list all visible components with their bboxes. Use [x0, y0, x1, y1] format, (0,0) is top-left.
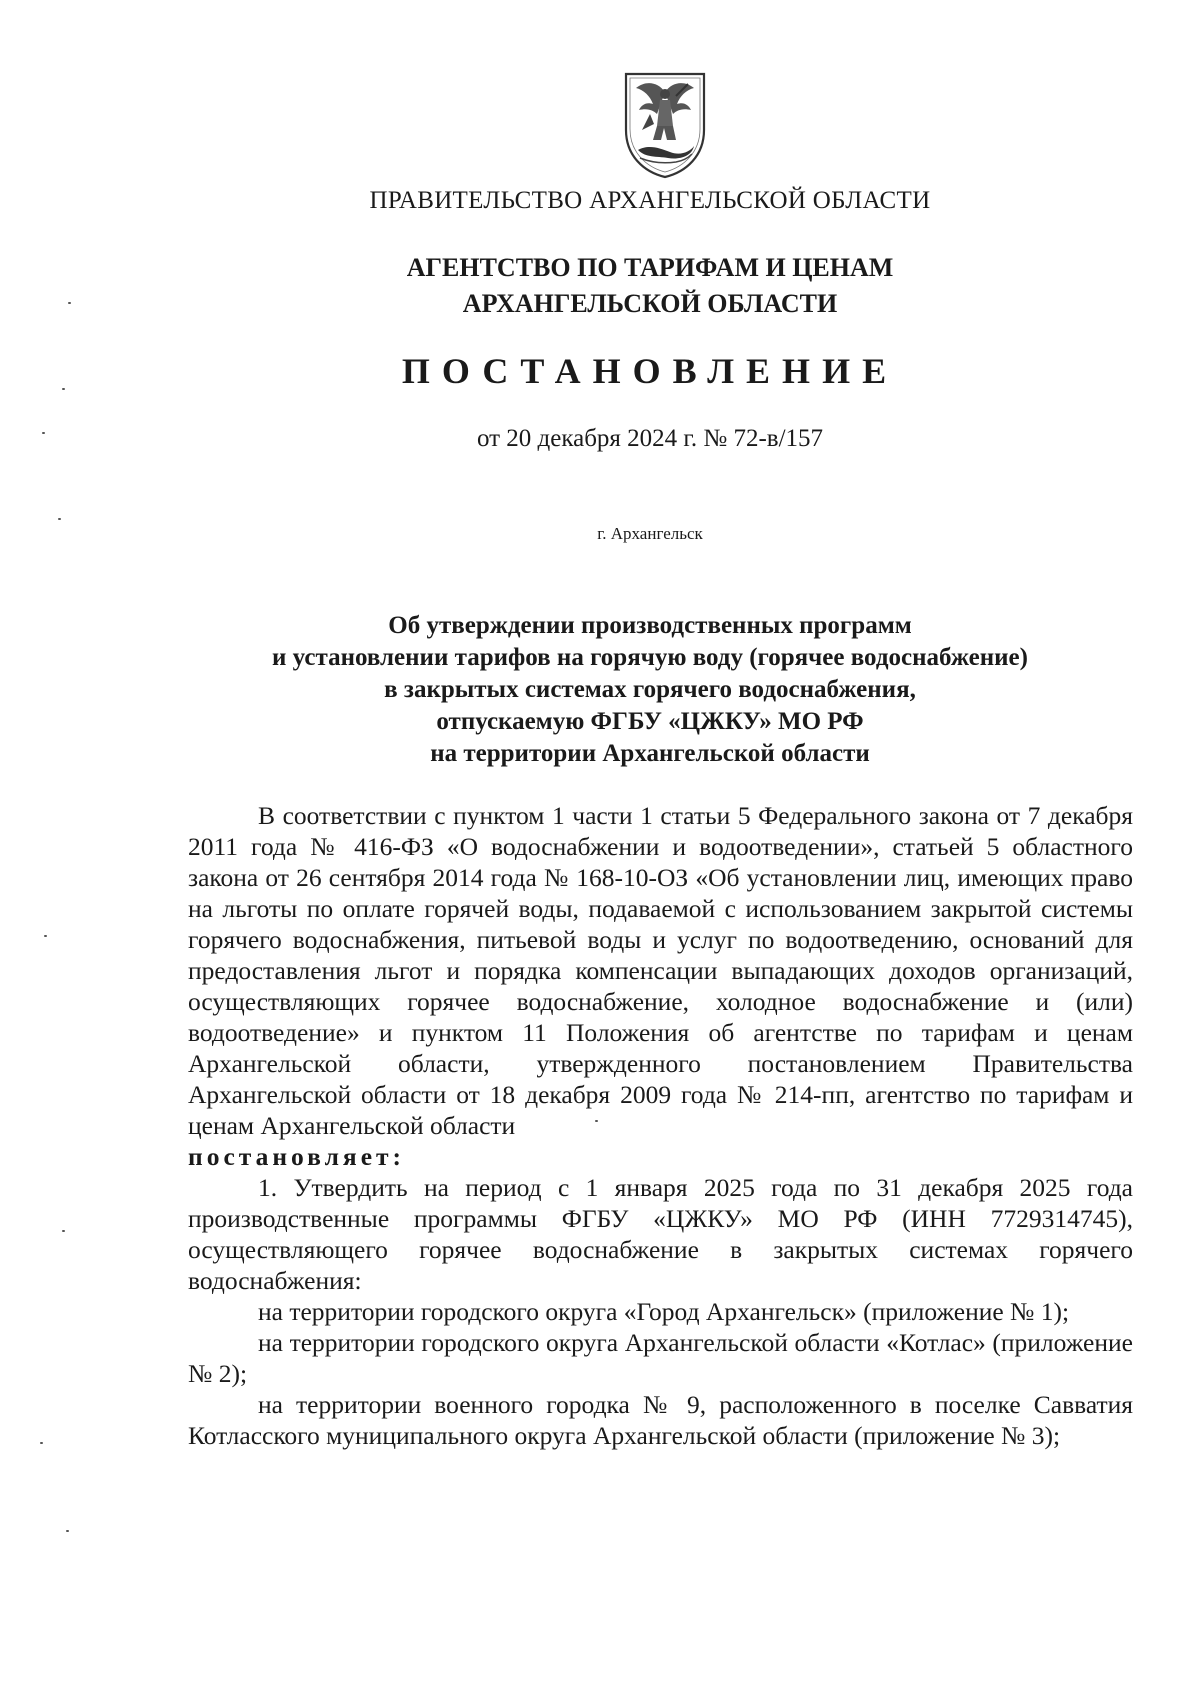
subject-line-1: Об утверждении производственных программ	[388, 612, 912, 639]
scan-speck	[62, 388, 65, 390]
agency-title-line-1: АГЕНТСТВО ПО ТАРИФАМ И ЦЕНАМ	[406, 253, 894, 282]
subitem-3-paragraph: на территории военного городка № 9, расположенного в поселке Савватия Котласского муниципального округа Архангельской области (приложение № 3);	[188, 1390, 1133, 1450]
resolves-word: постановляет:	[188, 1142, 406, 1171]
document-city: г. Архангельск	[597, 524, 703, 543]
scan-speck	[40, 1442, 43, 1444]
subject-line-3: в закрытых системах горячего водоснабжения,	[384, 676, 916, 703]
scan-speck	[58, 518, 61, 520]
scan-speck	[42, 432, 45, 434]
agency-title	[150, 250, 1150, 322]
subitem-1-paragraph: на территории городского округа «Город Архангельск» (приложение № 1);	[258, 1297, 1070, 1326]
preamble-paragraph: В соответствии с пунктом 1 части 1 статьи 5 Федерального закона от 7 декабря 2011 года № 416-ФЗ «О водоснабжении и водоотведении», статьей 5 областного закона от 26 сентября 2014 года № 168-10-ОЗ «Об установлении лиц, имеющих право на льготы по оплате горячей воды, подаваемой с использованием закрытой системы горячего водоснабжения, питьевой воды и услуг по водоотведению, оснований для предоставления льгот и порядка компенсации выпадающих доходов организаций, осуществляющих горячее водоснабжение, холодное водоснабжение и (или) водоотведение» и пунктом 11 Положения об агентстве по тарифам и ценам Архангельской области, утвержденного постановлением Правительства Архангельской области от 18 декабря 2009 года № 214-пп, агентство по тарифам и ценам Архангельской области	[188, 801, 1133, 1140]
scan-speck	[66, 1530, 69, 1532]
subject-line-4: отпускаемую ФГБУ «ЦЖКУ» МО РФ	[436, 708, 864, 735]
subject-line-5: на территории Архангельской области	[430, 740, 870, 767]
agency-title-line-2: АРХАНГЕЛЬСКОЙ ОБЛАСТИ	[462, 289, 838, 318]
scan-speck	[68, 302, 71, 304]
coat-of-arms-icon	[620, 68, 710, 180]
document-subject	[150, 610, 1150, 770]
document-type: ПОСТАНОВЛЕНИЕ	[401, 351, 899, 391]
item-1-paragraph: 1. Утвердить на период с 1 января 2025 года по 31 декабря 2025 года производственные программы ФГБУ «ЦЖКУ» МО РФ (ИНН 7729314745), осуществляющего горячее водоснабжение в закрытых системах горячего водоснабжения:	[188, 1173, 1133, 1295]
document-body	[188, 800, 1133, 1451]
subitem-2-paragraph: на территории городского округа Архангельской области «Котлас» (приложение № 2);	[188, 1328, 1133, 1388]
subject-line-2: и установлении тарифов на горячую воду (горячее водоснабжение)	[272, 644, 1028, 671]
scan-speck	[44, 935, 47, 937]
document-date-number: от 20 декабря 2024 г. № 72-в/157	[476, 425, 824, 452]
government-title: ПРАВИТЕЛЬСТВО АРХАНГЕЛЬСКОЙ ОБЛАСТИ	[369, 187, 931, 214]
scan-speck	[595, 1120, 598, 1122]
scan-speck	[62, 1230, 65, 1232]
